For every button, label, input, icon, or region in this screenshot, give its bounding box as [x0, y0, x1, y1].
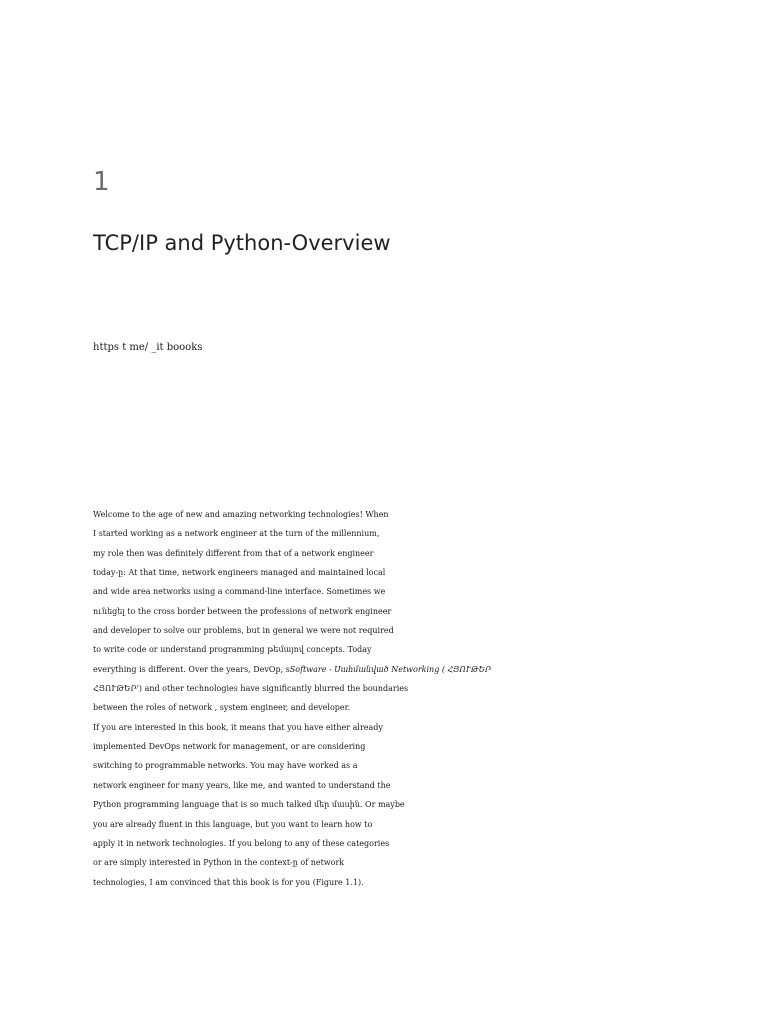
body-line: Welcome to the age of new and amazing networking technologies! When [93, 510, 389, 519]
chapter-title: TCP/IP and Python-Overview [93, 231, 391, 255]
body-line: you are already fluent in this language, but you want to learn how to [93, 819, 373, 829]
body-line: ՀՅՈՒԹԵՐ') and other technologies have significantly blurred the boundaries [93, 684, 409, 694]
body-line: ունեցել to the cross border between the professions of network engineer [93, 606, 392, 616]
body-line: or are simply interested in Python in the context-ը of network [93, 858, 345, 868]
body-line: today-ը: At that time, network engineers managed and maintained local [93, 568, 386, 578]
body-line: I started working as a network engineer at the turn of the millennium, [93, 529, 380, 539]
body-paragraph [93, 508, 492, 895]
body-line: technologies, I am convinced that this book is for you (Figure 1.1). [93, 877, 364, 887]
source-line: https t me/ _it boooks [93, 342, 203, 353]
body-line: and wide area networks using a command-line interface. Sometimes we [93, 587, 386, 597]
body-line-text: everything is different. Over the years, DevOp, s [93, 664, 290, 674]
body-line: my role then was definitely different from that of a network engineer [93, 548, 374, 558]
body-line: switching to programmable networks. You may have worked as a [93, 761, 358, 771]
body-line: If you are interested in this book, it means that you have either already [93, 722, 383, 732]
body-line: apply it in network technologies. If you belong to any of these categories [93, 838, 390, 848]
body-line: between the roles of network , system engineer, and developer. [93, 703, 351, 713]
body-line: implemented DevOps network for management, or are considering [93, 742, 366, 752]
body-line: to write code or understand programming թեմայով concepts. Today [93, 645, 372, 655]
chapter-number: 1 [93, 167, 110, 197]
body-line-italic: Software - Սահմանված Networking ( ՀՅՈՒԹԵՐ [289, 664, 492, 674]
body-line [93, 663, 492, 682]
body-line: and developer to solve our problems, but in general we were not required [93, 626, 394, 636]
body-line: network engineer for many years, like me, and wanted to understand the [93, 780, 391, 790]
body-line: Python programming language that is so much talked մեր մասին. Or maybe [93, 800, 405, 810]
